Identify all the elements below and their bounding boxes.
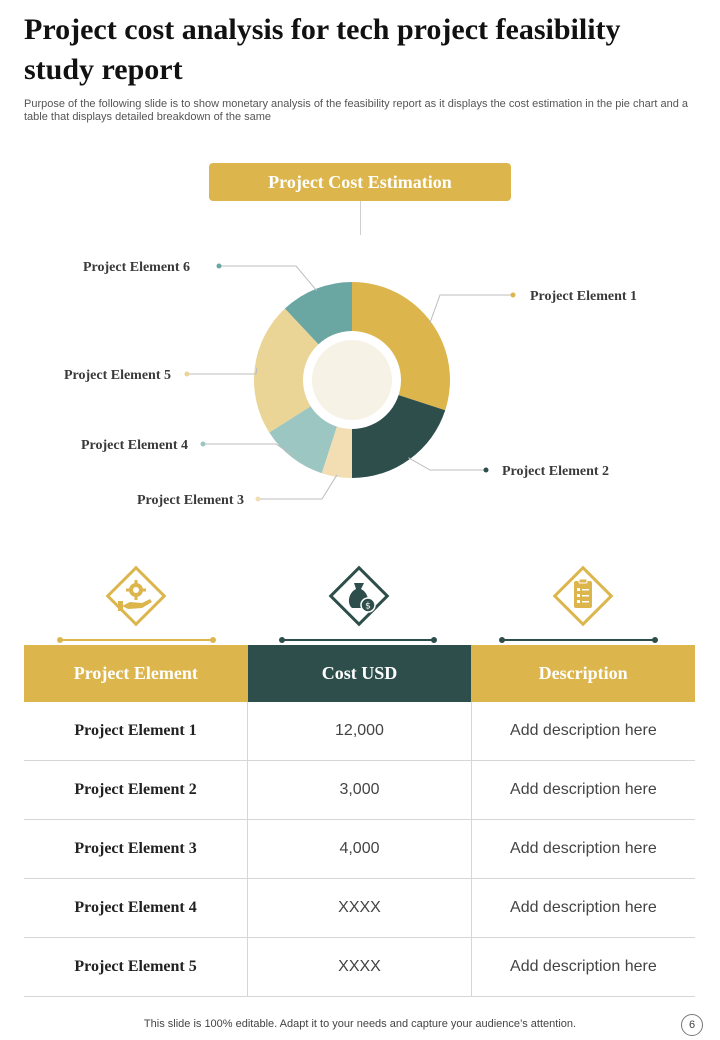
- page-title: Project cost analysis for tech project feasibility study report: [24, 13, 621, 86]
- leader-dot: [217, 264, 222, 269]
- cell-element: Project Element 2: [24, 761, 248, 820]
- cell-description: Add description here: [471, 702, 695, 761]
- cell-element: Project Element 4: [24, 879, 248, 938]
- leader-line: [430, 295, 513, 324]
- slice-label: Project Element 5: [63, 368, 171, 383]
- checklist-icon: [547, 560, 619, 632]
- column-divider-2: [282, 639, 434, 641]
- column-divider-3: [502, 639, 655, 641]
- slice-label: Project Element 6: [82, 260, 190, 275]
- cell-cost: XXXX: [248, 879, 472, 938]
- cell-cost: 4,000: [248, 820, 472, 879]
- leader-line: [187, 368, 257, 374]
- leader-dot: [201, 442, 206, 447]
- slice-label: Project Element 4: [80, 438, 188, 453]
- cell-description: Add description here: [471, 820, 695, 879]
- cell-description: Add description here: [471, 761, 695, 820]
- leader-line: [219, 266, 317, 291]
- header-description: Description: [471, 645, 695, 702]
- cell-element: Project Element 1: [24, 702, 248, 761]
- leader-dot: [256, 497, 261, 502]
- leader-line: [408, 458, 486, 470]
- table-row: [24, 702, 695, 761]
- leader-dot: [185, 372, 190, 377]
- footer-note: This slide is 100% editable. Adapt it to your needs and capture your audience’s attention.: [143, 1018, 577, 1030]
- leader-line: [258, 475, 337, 499]
- page-number: 6: [681, 1014, 703, 1036]
- cost-donut-chart: [0, 240, 720, 530]
- svg-text:$: $: [365, 601, 371, 612]
- money-bag-icon: [323, 560, 395, 632]
- leader-dot: [484, 468, 489, 473]
- slice-label: Project Element 2: [502, 464, 610, 479]
- donut-center: [312, 340, 392, 420]
- cell-element: Project Element 3: [24, 820, 248, 879]
- leader-dot: [511, 293, 516, 298]
- header-project-element: Project Element: [24, 645, 248, 702]
- column-divider-1: [60, 639, 213, 641]
- table-row: [24, 820, 695, 879]
- hand-gear-icon: [100, 560, 172, 632]
- cell-cost: XXXX: [248, 938, 472, 997]
- cell-description: Add description here: [471, 879, 695, 938]
- cell-cost: 3,000: [248, 761, 472, 820]
- table-row: [24, 938, 695, 997]
- cost-table: [24, 645, 695, 997]
- page-subtitle: Purpose of the following slide is to show monetary analysis of the feasibility report as it displays the cost estimation in the pie chart and a table that displays detailed breakdown of the same: [24, 98, 689, 123]
- cell-cost: 12,000: [248, 702, 472, 761]
- cell-description: Add description here: [471, 938, 695, 997]
- cell-element: Project Element 5: [24, 938, 248, 997]
- table-row: [24, 761, 695, 820]
- slice-label: Project Element 3: [136, 493, 244, 508]
- banner-connector: [360, 201, 361, 235]
- header-cost-usd: Cost USD: [248, 645, 472, 702]
- chart-title-banner: Project Cost Estimation: [209, 163, 511, 201]
- slice-label: Project Element 1: [530, 289, 638, 304]
- table-row: [24, 879, 695, 938]
